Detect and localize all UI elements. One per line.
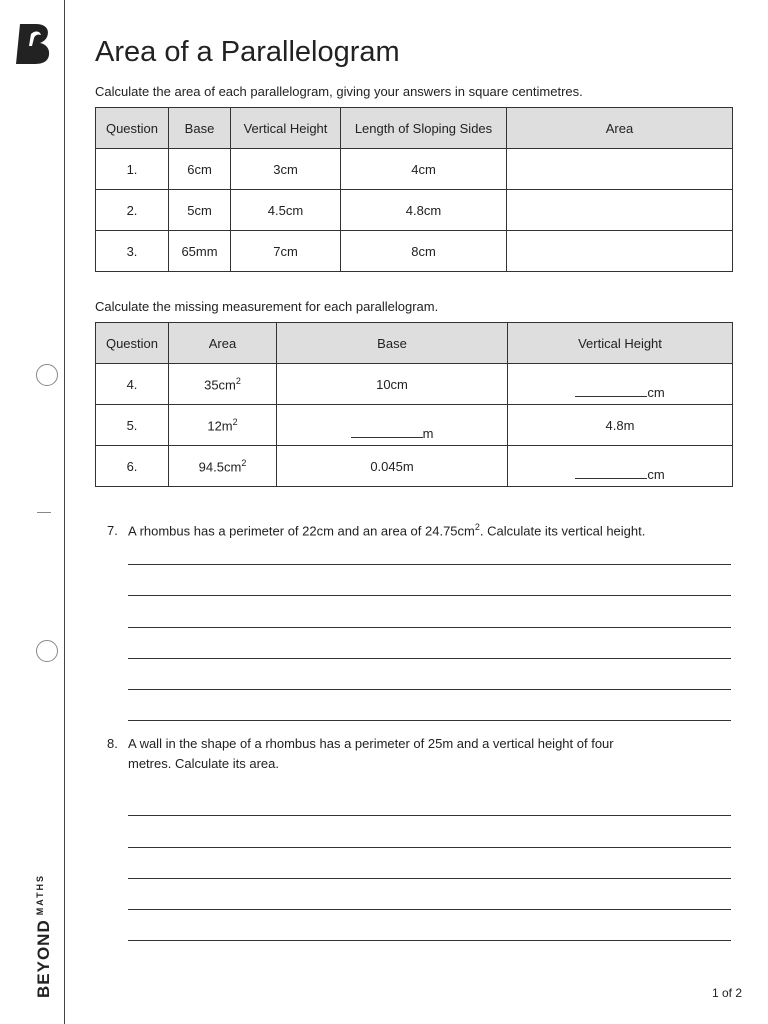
question-number: 4.	[96, 364, 169, 405]
height-value: 7cm	[231, 231, 341, 272]
question-text-line2: metres. Calculate its area.	[128, 756, 280, 771]
area-number: 35cm	[204, 377, 236, 393]
question-number: 6.	[96, 446, 169, 487]
area-value	[169, 446, 277, 487]
height-value: 4.8m	[508, 405, 733, 446]
answer-line[interactable]	[128, 815, 731, 816]
base-answer-cell[interactable]	[277, 405, 508, 446]
height-answer-cell[interactable]	[508, 364, 733, 405]
area-answer-cell[interactable]	[507, 231, 733, 272]
question-number: 3.	[96, 231, 169, 272]
answer-line[interactable]	[128, 627, 731, 628]
question-text-end: . Calculate its vertical height.	[479, 523, 646, 539]
brand-word-beyond: BEYOND	[34, 919, 53, 998]
fold-mark	[37, 512, 51, 513]
question-8	[107, 734, 614, 774]
question-number: 2.	[96, 190, 169, 231]
question-number: 1.	[96, 149, 169, 190]
table-row	[96, 149, 733, 190]
punch-hole-bottom	[36, 640, 58, 662]
area-number: 94.5cm	[198, 459, 242, 475]
answer-blank[interactable]	[575, 467, 664, 482]
sloping-value: 4.8cm	[341, 190, 507, 231]
section1-instruction: Calculate the area of each parallelogram, giving your answers in square centimetres.	[95, 84, 583, 99]
answer-line[interactable]	[128, 595, 731, 596]
area-exponent: 2	[232, 416, 238, 427]
question-7	[107, 517, 645, 541]
brand-word-maths: MATHS	[35, 873, 45, 916]
page-title: Area of a Parallelogram	[95, 36, 400, 68]
area-answer-cell[interactable]	[507, 190, 733, 231]
header-question: Question	[96, 323, 169, 364]
answer-line[interactable]	[128, 878, 731, 879]
header-sloping-sides: Length of Sloping Sides	[341, 108, 507, 149]
answer-line[interactable]	[128, 909, 731, 910]
base-value: 6cm	[169, 149, 231, 190]
question-text-line1: A wall in the shape of a rhombus has a perimeter of 25m and a vertical height of four	[128, 736, 614, 751]
base-value: 10cm	[277, 364, 508, 405]
sloping-value: 8cm	[341, 231, 507, 272]
beyond-b-logo-icon	[14, 22, 52, 66]
sloping-value: 4cm	[341, 149, 507, 190]
section2-instruction: Calculate the missing measurement for each parallelogram.	[95, 299, 439, 314]
base-value: 65mm	[169, 231, 231, 272]
table-row	[96, 446, 733, 487]
question-exponent: 2	[474, 522, 480, 532]
answer-line[interactable]	[128, 564, 731, 565]
answer-blank[interactable]	[575, 385, 664, 400]
header-base: Base	[277, 323, 508, 364]
header-vertical-height: Vertical Height	[508, 323, 733, 364]
missing-measurement-table	[95, 322, 733, 487]
unit-label: m	[422, 425, 434, 441]
question-number: 5.	[96, 405, 169, 446]
margin-rule	[64, 0, 65, 1024]
table-row	[96, 405, 733, 446]
area-number: 12m	[207, 418, 233, 434]
answer-line[interactable]	[128, 658, 731, 659]
base-value: 0.045m	[277, 446, 508, 487]
punch-hole-top	[36, 364, 58, 386]
header-area: Area	[507, 108, 733, 149]
table-row	[96, 364, 733, 405]
height-value: 4.5cm	[231, 190, 341, 231]
base-value: 5cm	[169, 190, 231, 231]
height-answer-cell[interactable]	[508, 446, 733, 487]
table-row	[96, 190, 733, 231]
answer-line[interactable]	[128, 720, 731, 721]
area-exponent: 2	[235, 375, 241, 386]
question-number: 8.	[107, 736, 118, 751]
header-question: Question	[96, 108, 169, 149]
area-table	[95, 107, 733, 272]
answer-blank[interactable]	[351, 426, 434, 441]
answer-line[interactable]	[128, 940, 731, 941]
question-number: 7.	[107, 523, 118, 539]
table-header-row	[96, 323, 733, 364]
area-answer-cell[interactable]	[507, 149, 733, 190]
unit-label: cm	[647, 384, 665, 400]
header-vertical-height: Vertical Height	[231, 108, 341, 149]
height-value: 3cm	[231, 149, 341, 190]
table-header-row	[96, 108, 733, 149]
answer-line[interactable]	[128, 689, 731, 690]
unit-label: cm	[647, 466, 665, 482]
area-exponent: 2	[241, 457, 247, 468]
header-area: Area	[169, 323, 277, 364]
area-value	[169, 405, 277, 446]
header-base: Base	[169, 108, 231, 149]
table-row	[96, 231, 733, 272]
area-value	[169, 364, 277, 405]
answer-line[interactable]	[128, 847, 731, 848]
page-number: 1 of 2	[711, 986, 742, 1000]
brand-wordmark	[34, 874, 54, 998]
question-text: A rhombus has a perimeter of 22cm and an area of 24.75cm	[128, 523, 475, 539]
